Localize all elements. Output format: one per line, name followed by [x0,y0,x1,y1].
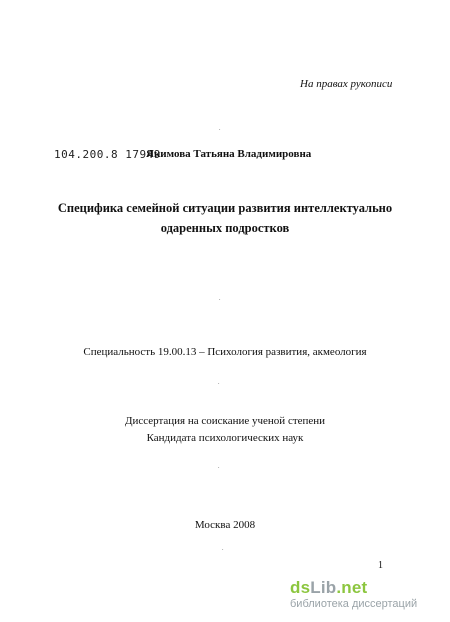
city-year: Москва 2008 [194,519,256,531]
scan-speck: . [219,126,221,132]
archive-stamp: 104.200.8 17949 [54,148,161,161]
scan-speck: . [219,296,221,302]
dslib-watermark [290,578,418,610]
scan-speck: . [218,380,220,386]
dissertation-title-line-1: Специфика семейной ситуации развития интеллектуально [57,201,393,215]
dslib-logo: dsLib.net [290,578,368,597]
manuscript-rights-note: На правах рукописи [300,78,393,90]
author-name: Якимова Татьяна Владимировна [146,148,312,160]
dissertation-title-line-2: одаренных подростков [160,221,290,235]
specialty-line: Специальность 19.00.13 – Психология развития, акмеология [83,346,367,358]
scan-speck: . [222,546,224,552]
degree-line-1: Диссертация на соискание ученой степени [124,415,326,427]
scan-speck: . [218,464,220,470]
degree-line-2: Кандидата психологических наук [146,432,304,444]
page-number: 1 [378,560,383,571]
dslib-tagline: библиотека диссертаций [290,598,418,610]
